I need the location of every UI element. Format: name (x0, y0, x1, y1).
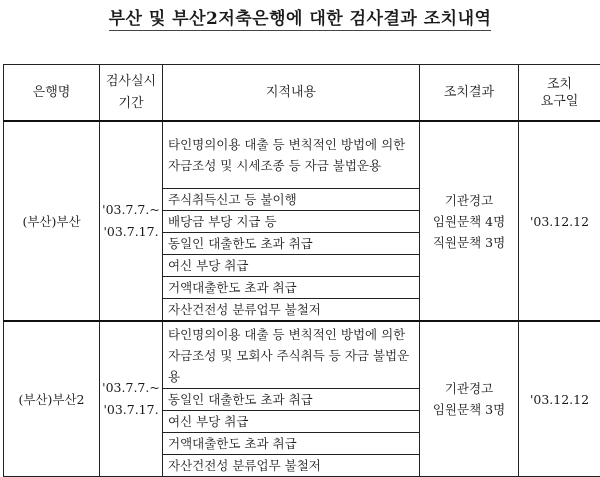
indication-item: 타인명의이용 대출 등 변칙적인 방법에 의한 자금조성 및 시세조종 등 자금 불법운용 (163, 121, 420, 189)
result-line: 직원문책 3명 (420, 232, 518, 253)
indication-item: 자산건전성 분류업무 불철저 (163, 299, 420, 322)
indication-item: 배당금 부당 지급 등 (163, 211, 420, 233)
indication-item: 주식취득신고 등 불이행 (163, 189, 420, 211)
header-due-line1: 조치 (519, 76, 600, 93)
indication-item: 동일인 대출한도 초과 취급 (163, 233, 420, 255)
bank-name-cell: (부산)부산 (4, 121, 100, 321)
header-due-line2: 요구일 (519, 93, 600, 110)
indication-item: 타인명의이용 대출 등 변칙적인 방법에 의한 자금조성 및 모회사 주식취득 등 자금 불법운용 (163, 321, 420, 389)
header-period-line2: 기간 (100, 93, 162, 115)
table-row (4, 321, 600, 389)
indication-item: 여신 부당 취급 (163, 255, 420, 277)
period-end: '03.7.17. (100, 399, 162, 421)
document-title-text: 부산 및 부산2저축은행에 대한 검사결과 조치내역 (109, 9, 492, 31)
header-row (4, 65, 600, 122)
indication-item: 거액대출한도 초과 취급 (163, 433, 420, 455)
indication-item: 여신 부당 취급 (163, 411, 420, 433)
result-line: 기관경고 (420, 378, 518, 399)
period-start: '03.7.7.~ (100, 377, 162, 399)
period-cell (100, 321, 163, 477)
header-period (100, 65, 163, 122)
indication-item: 거액대출한도 초과 취급 (163, 277, 420, 299)
period-cell (100, 121, 163, 321)
result-line: 임원문책 4명 (420, 211, 518, 232)
period-start: '03.7.7.~ (100, 199, 162, 221)
result-cell (420, 121, 519, 321)
result-line: 기관경고 (420, 190, 518, 211)
document-title (0, 4, 600, 29)
bank-name-cell: (부산)부산2 (4, 321, 100, 477)
result-line: 임원문책 3명 (420, 399, 518, 420)
group-busan2 (4, 321, 600, 477)
result-cell (420, 321, 519, 477)
due-date-cell: '03.12.12 (519, 121, 600, 321)
inspection-result-table (3, 64, 600, 477)
indication-item: 자산건전성 분류업무 불철저 (163, 455, 420, 477)
header-period-line1: 검사실시 (100, 71, 162, 93)
header-result: 조치결과 (420, 65, 519, 122)
header-bank: 은행명 (4, 65, 100, 122)
table-header (4, 65, 600, 122)
due-date-cell: '03.12.12 (519, 321, 600, 477)
header-indications: 지적내용 (163, 65, 420, 122)
table-row (4, 121, 600, 189)
period-end: '03.7.17. (100, 221, 162, 243)
group-busan (4, 121, 600, 321)
header-due (519, 65, 600, 122)
indication-item: 동일인 대출한도 초과 취급 (163, 389, 420, 411)
